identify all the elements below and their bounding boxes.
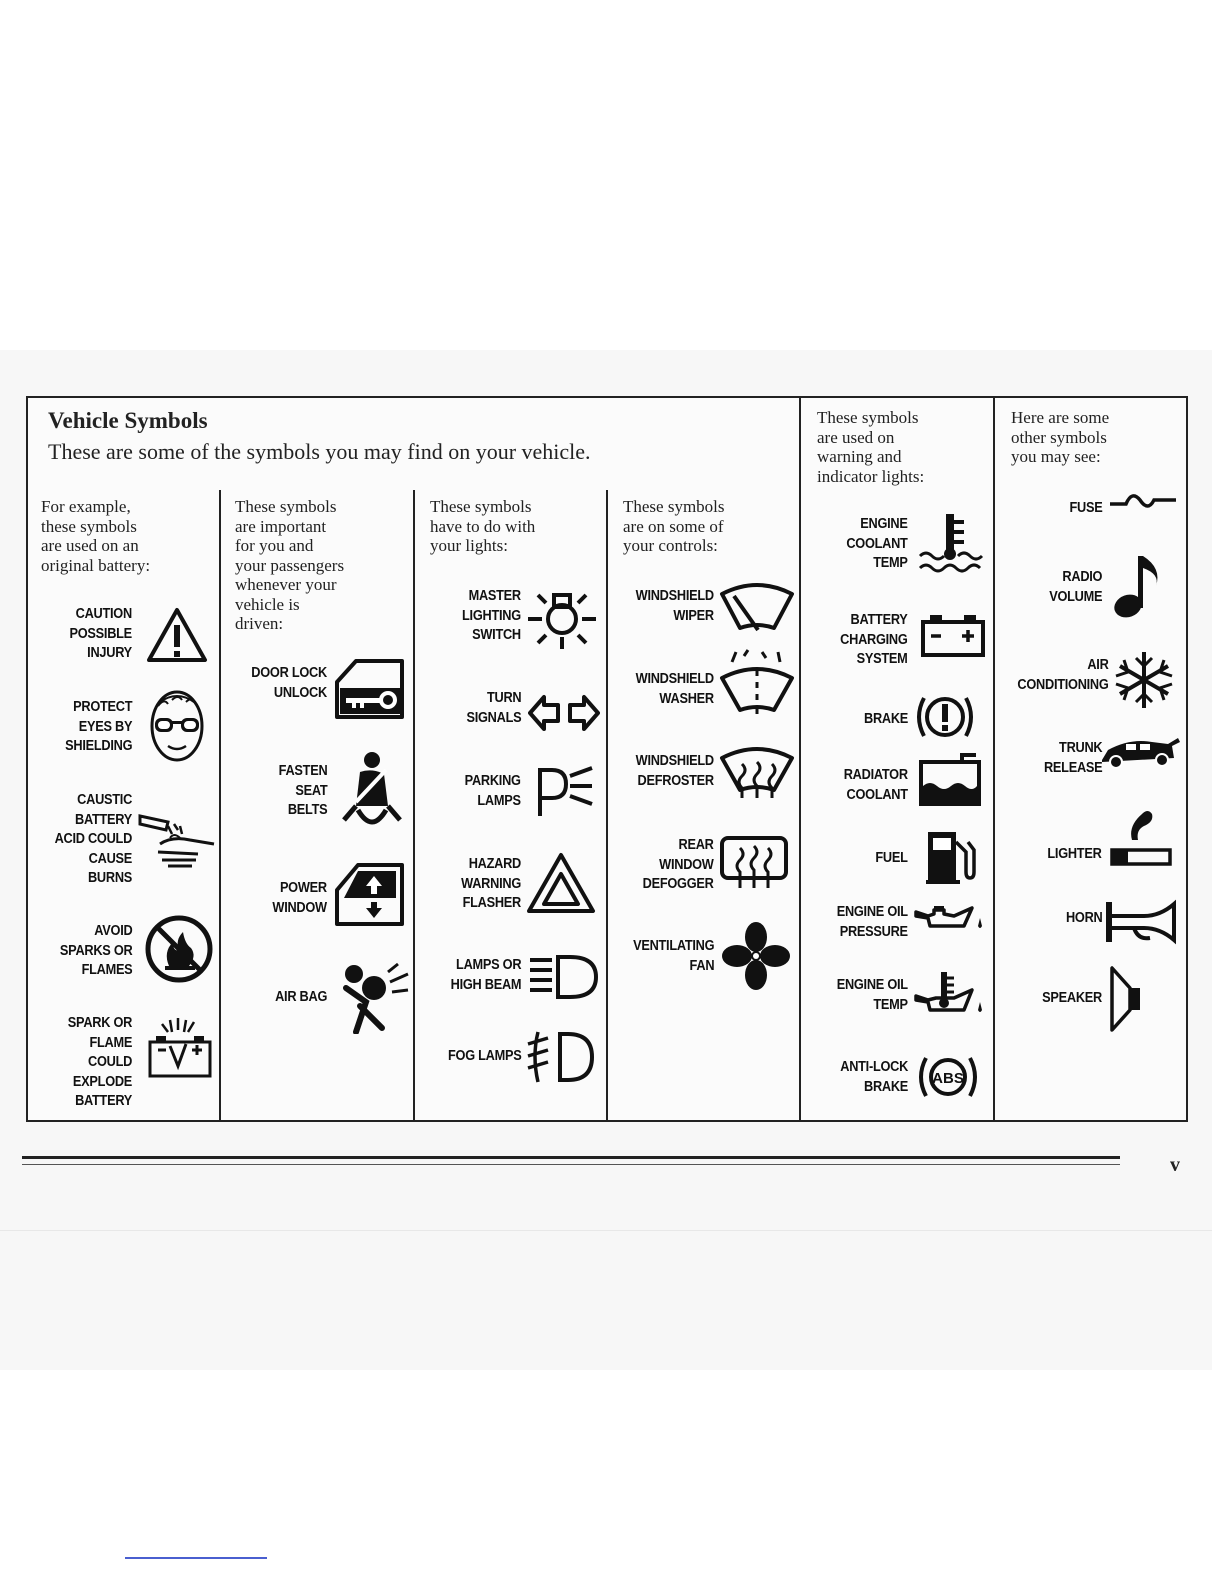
coolant-temp-icon <box>918 512 984 574</box>
symbol-label-parking-lamps: PARKING LAMPS <box>464 773 521 809</box>
symbol-label-windshield-defroster: WINDSHIELD DEFROSTER <box>635 753 714 789</box>
column-intro-battery: For example, these symbols are used on an original battery: <box>41 497 151 575</box>
turn-signal-arrows-icon <box>528 693 600 733</box>
hazard-triangle-icon <box>526 852 596 914</box>
symbol-label-horn: HORN <box>1065 910 1102 926</box>
column-intro-passengers: These symbols are important for you and your passengers whenever your vehicle is driven: <box>235 497 345 633</box>
column-intro-lights: These symbols have to do with your lights: <box>430 497 536 555</box>
symbol-label-power-window: POWER WINDOW <box>272 880 327 916</box>
windshield-wiper-icon <box>718 580 796 636</box>
column-intro-controls: These symbols are on some of your controls: <box>623 497 725 555</box>
page-title: Vehicle Symbols <box>48 408 208 433</box>
abs-icon <box>916 1052 980 1102</box>
column-divider <box>413 490 415 1121</box>
page-number: v <box>1170 1154 1180 1176</box>
fuel-pump-icon <box>924 828 980 886</box>
snowflake-icon <box>1112 650 1176 710</box>
symbol-label-radiator-coolant: RADIATOR COOLANT <box>843 767 908 803</box>
symbol-label-ventilating-fan: VENTILATING FAN <box>632 938 714 974</box>
symbol-label-speaker: SPEAKER <box>1042 990 1102 1006</box>
symbol-label-seat-belts: FASTEN SEAT BELTS <box>278 763 327 818</box>
windshield-defroster-icon <box>718 742 796 802</box>
symbol-label-caustic-acid: CAUSTIC BATTERY ACID COULD CAUSE BURNS <box>54 792 132 886</box>
column-divider <box>606 490 608 1121</box>
seat-belt-icon <box>338 750 406 834</box>
symbol-label-air-bag: AIR BAG <box>274 989 327 1005</box>
scan-band-edge <box>0 1230 1212 1231</box>
symbol-label-oil-temp: ENGINE OIL TEMP <box>836 977 908 1013</box>
no-flames-icon <box>143 914 215 984</box>
oil-temp-icon <box>914 970 986 1018</box>
symbol-label-rear-defogger: REAR WINDOW DEFOGGER <box>643 837 714 892</box>
column-divider <box>799 397 801 1121</box>
symbol-label-brake: BRAKE <box>863 711 908 727</box>
symbol-label-fuel: FUEL <box>875 850 908 866</box>
speaker-icon <box>1108 966 1142 1032</box>
fog-lamps-icon <box>526 1030 596 1084</box>
power-window-icon <box>334 862 406 928</box>
symbol-label-lighter: LIGHTER <box>1047 846 1102 862</box>
symbol-label-high-beam: LAMPS OR HIGH BEAM <box>450 957 521 993</box>
symbol-label-trunk-release: TRUNK RELEASE <box>1043 740 1102 776</box>
footer-rule-thin <box>22 1164 1120 1165</box>
fuse-icon <box>1108 488 1178 516</box>
svg-text:ABS: ABS <box>932 1070 964 1087</box>
symbol-label-protect-eyes: PROTECT EYES BY SHIELDING <box>64 699 132 754</box>
oil-pressure-icon <box>914 904 986 936</box>
music-note-icon <box>1112 552 1170 622</box>
rear-defogger-icon <box>718 834 790 890</box>
warning-triangle-icon <box>146 607 208 663</box>
symbol-label-windshield-washer: WINDSHIELD WASHER <box>635 671 714 707</box>
symbol-label-fog-lamps: FOG LAMPS <box>447 1048 521 1064</box>
lighter-icon <box>1108 806 1174 870</box>
horn-icon <box>1104 898 1178 946</box>
symbol-label-avoid-sparks: AVOID SPARKS OR FLAMES <box>59 923 132 978</box>
symbol-label-turn-signals: TURN SIGNALS <box>466 690 521 726</box>
column-intro-other: Here are some other symbols you may see: <box>1011 408 1110 466</box>
safety-glasses-face-icon <box>148 688 206 764</box>
parking-lamps-icon <box>536 766 596 818</box>
symbol-label-radio-volume: RADIO VOLUME <box>1048 569 1102 605</box>
acid-burn-hand-icon <box>138 808 218 870</box>
symbol-label-door-lock: DOOR LOCK UNLOCK <box>251 665 327 701</box>
symbol-label-master-lighting: MASTER LIGHTING SWITCH <box>462 588 521 643</box>
symbol-label-caution: CAUTION POSSIBLE INJURY <box>69 606 132 661</box>
page-subtitle: These are some of the symbols you may find on your vehicle. <box>48 439 591 464</box>
footer-rule <box>22 1156 1120 1159</box>
windshield-washer-icon <box>718 648 796 718</box>
symbol-label-explode-battery: SPARK OR FLAME COULD EXPLODE BATTERY <box>67 1015 132 1109</box>
ventilating-fan-icon <box>720 920 792 992</box>
high-beam-icon <box>528 954 600 1000</box>
link-underline[interactable] <box>125 1557 267 1559</box>
brake-warning-icon <box>914 690 976 744</box>
exploding-battery-icon <box>148 1018 214 1080</box>
symbol-label-fuse: FUSE <box>1069 500 1102 516</box>
column-divider <box>993 397 995 1121</box>
symbol-label-engine-coolant: ENGINE COOLANT TEMP <box>846 516 908 571</box>
column-divider <box>219 490 221 1121</box>
symbol-label-oil-pressure: ENGINE OIL PRESSURE <box>836 904 908 940</box>
door-lock-icon <box>334 658 406 720</box>
trunk-release-icon <box>1100 734 1182 770</box>
symbol-label-anti-lock-brake: ANTI-LOCK BRAKE <box>840 1059 908 1095</box>
symbol-label-air-conditioning: AIR CONDITIONING <box>1017 657 1109 693</box>
column-intro-warning: These symbols are used on warning and indicator lights: <box>817 408 925 486</box>
master-lighting-icon <box>526 585 598 651</box>
radiator-coolant-icon <box>918 752 984 808</box>
symbol-label-battery-charging: BATTERY CHARGING SYSTEM <box>840 612 908 667</box>
air-bag-icon <box>338 962 412 1034</box>
battery-charging-icon <box>920 612 986 658</box>
symbol-label-hazard: HAZARD WARNING FLASHER <box>461 856 521 911</box>
symbol-label-windshield-wiper: WINDSHIELD WIPER <box>635 588 714 624</box>
